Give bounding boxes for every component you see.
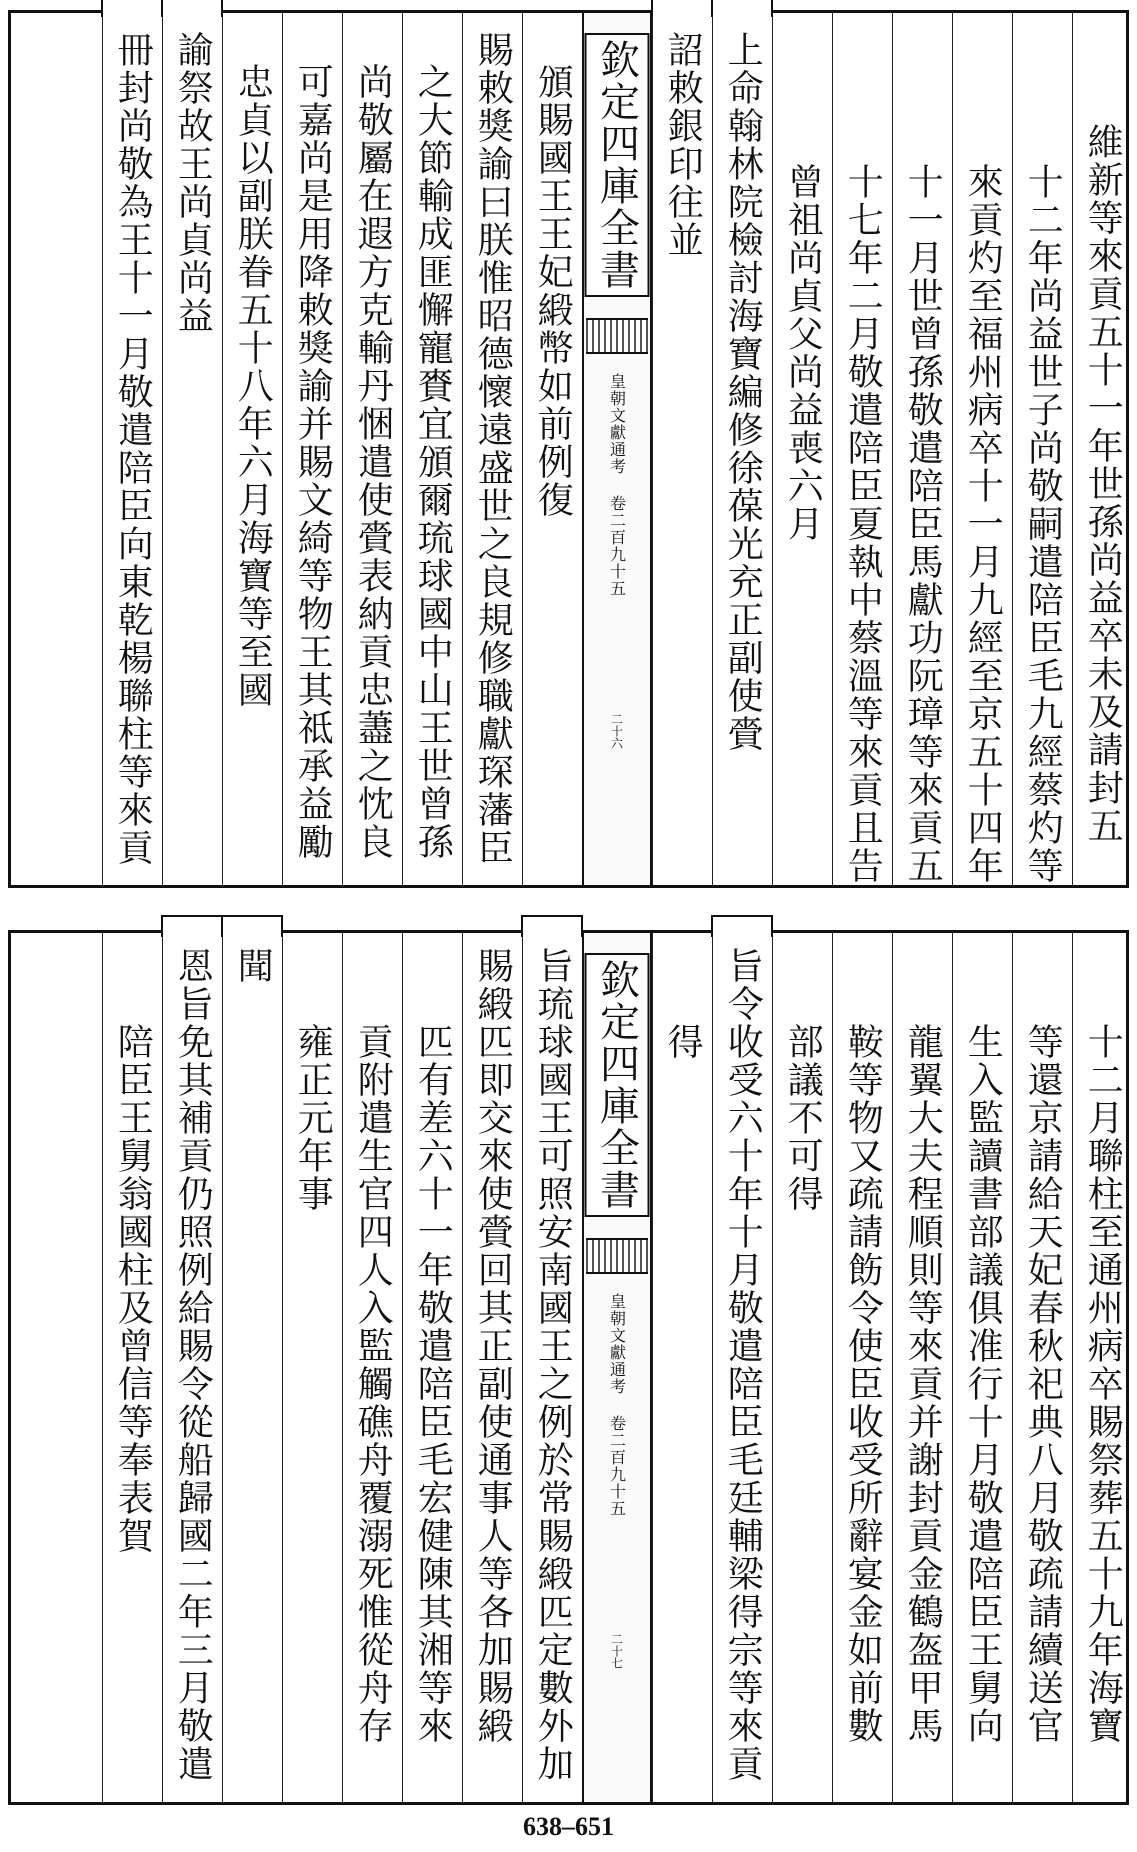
text-column xyxy=(222,13,282,885)
text-column xyxy=(712,13,772,885)
column-text: 諭祭故王尚貞尚益 xyxy=(172,31,214,335)
text-column xyxy=(832,933,892,1802)
text-column xyxy=(282,13,342,885)
text-column xyxy=(462,13,522,885)
folio-number: 二十六 xyxy=(609,713,624,749)
fishtail-ornament xyxy=(586,1238,648,1274)
text-column xyxy=(102,13,162,885)
volume-label: 皇朝文獻通考 卷二百九十五 xyxy=(607,1293,627,1517)
column-text: 十七年二月敬遣陪臣夏執中蔡溫等來貢且告 xyxy=(842,163,884,885)
column-text: 維新等來貢五十一年世孫尚益卒未及請封五 xyxy=(1082,123,1124,845)
column-text: 龍翼大夫程順則等來貢并謝封貢金鶴盔甲馬 xyxy=(902,1023,944,1745)
text-column xyxy=(402,933,462,1802)
column-raise-tab xyxy=(101,0,163,17)
text-column xyxy=(652,13,712,885)
column-text: 忠貞以副朕眷五十八年六月海寶等至國 xyxy=(232,63,274,709)
text-column xyxy=(952,13,1012,885)
text-column xyxy=(462,933,522,1802)
text-column xyxy=(652,933,712,1802)
text-column xyxy=(162,13,222,885)
column-raise-tab xyxy=(711,0,773,17)
text-column xyxy=(772,933,832,1802)
top-page-block xyxy=(8,10,1129,888)
column-raise-tab xyxy=(521,915,583,937)
text-column xyxy=(952,933,1012,1802)
text-column xyxy=(222,933,282,1802)
column-text: 旨琉球國王可照安南國王之例於常賜緞匹定數外加 xyxy=(532,947,574,1783)
column-text: 之大節輸成匪懈寵賚宜頒爾琉球國中山王世曾孫 xyxy=(412,63,454,861)
text-column xyxy=(892,933,952,1802)
text-column xyxy=(892,13,952,885)
text-column xyxy=(1072,933,1132,1802)
column-text: 十二年尚益世子尚敬嗣遣陪臣毛九經蔡灼等 xyxy=(1022,163,1064,885)
column-text: 恩旨免其補貢仍照例給賜令從船歸國二年三月敬遣 xyxy=(172,947,214,1783)
text-column xyxy=(342,13,402,885)
column-text: 等還京請給天妃春秋祀典八月敬疏請續送官 xyxy=(1022,1023,1064,1745)
column-text: 詔敕銀印往並 xyxy=(662,31,704,259)
text-column xyxy=(522,13,582,885)
column-raise-tab xyxy=(711,915,773,937)
page-number: 638–651 xyxy=(523,1812,614,1841)
text-column xyxy=(712,933,772,1802)
text-column xyxy=(1012,13,1072,885)
column-text: 十二月聯柱至通州病卒賜祭葬五十九年海寶 xyxy=(1082,1023,1124,1745)
column-text: 曾祖尚貞父尚益喪六月 xyxy=(782,163,824,543)
column-raise-tab xyxy=(221,915,283,937)
column-text: 旨令收受六十年十月敬遣陪臣毛廷輔梁得宗等來貢 xyxy=(722,947,764,1783)
text-column xyxy=(772,13,832,885)
text-column xyxy=(402,13,462,885)
book-center-strip xyxy=(582,13,652,885)
column-text: 上命翰林院檢討海寶編修徐葆光充正副使賫 xyxy=(722,31,764,753)
book-title: 欽定四庫全書 xyxy=(585,33,650,297)
column-raise-tab xyxy=(651,0,713,17)
text-column xyxy=(522,933,582,1802)
column-text: 尚敬屬在遐方克輸丹悃遣使賫表納貢忠藎之忱良 xyxy=(352,63,394,861)
column-text: 冊封尚敬為王十一月敬遣陪臣向東乾楊聯柱等來貢 xyxy=(112,31,154,867)
text-column xyxy=(342,933,402,1802)
column-text: 聞 xyxy=(232,947,274,985)
column-text: 鞍等物又疏請飭令使臣收受所辭宴金如前數 xyxy=(842,1023,884,1745)
column-text: 部議不可得 xyxy=(782,1023,824,1213)
column-text: 雍正元年事 xyxy=(292,1023,334,1213)
text-column xyxy=(162,933,222,1802)
column-text: 賜緞匹即交來使賫回其正副使通事人等各加賜緞 xyxy=(472,947,514,1745)
volume-label: 皇朝文獻通考 卷二百九十五 xyxy=(607,373,627,597)
fishtail-ornament xyxy=(586,318,648,354)
book-title: 欽定四庫全書 xyxy=(585,953,650,1217)
text-column xyxy=(102,933,162,1802)
text-column xyxy=(832,13,892,885)
column-text: 得 xyxy=(662,1023,704,1061)
column-text: 貢附遣生官四人入監觸礁舟覆溺死惟從舟存 xyxy=(352,1023,394,1745)
column-text: 陪臣王舅翁國柱及曾信等奉表賀 xyxy=(112,1023,154,1555)
book-center-strip xyxy=(582,933,652,1802)
column-text: 頒賜國王王妃緞幣如前例復 xyxy=(532,63,574,519)
text-column xyxy=(282,933,342,1802)
text-column xyxy=(1072,13,1132,885)
column-raise-tab xyxy=(161,915,223,937)
column-text: 生入監讀書部議俱准行十月敬遣陪臣王舅向 xyxy=(962,1023,1004,1745)
column-text: 十一月世曾孫敬遣陪臣馬獻功阮璋等來貢五 xyxy=(902,163,944,885)
column-text: 賜敕獎諭曰朕惟昭德懷遠盛世之良規修職獻琛藩臣 xyxy=(472,31,514,867)
folio-number: 二十七 xyxy=(609,1633,624,1669)
column-raise-tab xyxy=(161,0,223,17)
bottom-page-block xyxy=(8,930,1129,1805)
column-text: 可嘉尚是用降敕獎諭并賜文綺等物王其祗承益勵 xyxy=(292,63,334,861)
column-text: 匹有差六十一年敬遣陪臣毛宏健陳其湘等來 xyxy=(412,1023,454,1745)
column-text: 來貢灼至福州病卒十一月九經至京五十四年 xyxy=(962,163,1004,885)
text-column xyxy=(1012,933,1072,1802)
